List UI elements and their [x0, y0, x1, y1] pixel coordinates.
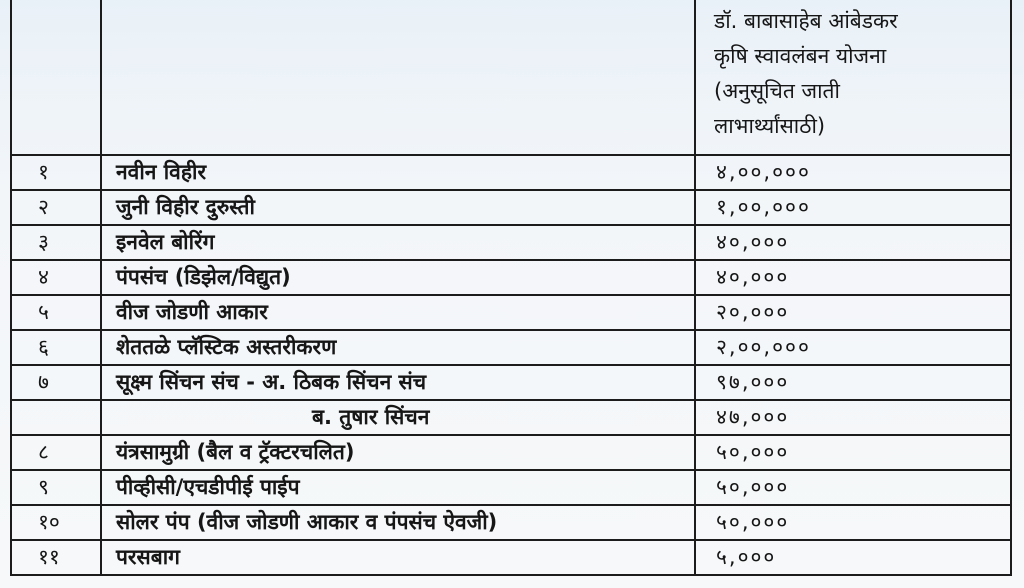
row-amount: ४०,००० [695, 225, 1011, 260]
row-number: ११ [11, 540, 101, 575]
row-amount: ५०,००० [695, 505, 1011, 540]
row-amount: ५०,००० [695, 470, 1011, 505]
row-item: नवीन विहीर [101, 155, 695, 190]
row-amount: ४०,००० [695, 260, 1011, 295]
row-item: यंत्रसामुग्री (बैल व ट्रॅक्टरचलित) [101, 435, 695, 470]
scheme-name-line-3: (अनुसूचित जाती [714, 79, 840, 103]
row-number: ९ [11, 470, 101, 505]
row-amount: २०,००० [695, 295, 1011, 330]
table-row [11, 365, 1011, 400]
scheme-name-line-2: कृषि स्वावलंबन योजना [714, 44, 887, 68]
row-amount: २,००,००० [695, 330, 1011, 365]
scheme-name-line-1: डॉ. बाबासाहेब आंबेडकर [714, 9, 898, 33]
table-row [11, 155, 1011, 190]
row-amount: १,००,००० [695, 190, 1011, 225]
header-scheme-cell [695, 0, 1011, 155]
row-item: शेततळे प्लॅस्टिक अस्तरीकरण [101, 330, 695, 365]
table-row [11, 540, 1011, 575]
row-number: ५ [11, 295, 101, 330]
table-row [11, 400, 1011, 435]
table-header-row [11, 0, 1011, 155]
table-row [11, 470, 1011, 505]
row-number: ८ [11, 435, 101, 470]
row-number: ७ [11, 365, 101, 400]
table-row [11, 225, 1011, 260]
row-amount: ९७,००० [695, 365, 1011, 400]
header-num-cell [11, 0, 101, 155]
row-number [11, 400, 101, 435]
row-number: १ [11, 155, 101, 190]
row-number: ४ [11, 260, 101, 295]
row-number: ३ [11, 225, 101, 260]
table-row [11, 260, 1011, 295]
table-row [11, 295, 1011, 330]
row-number: ६ [11, 330, 101, 365]
row-amount: ४७,००० [695, 400, 1011, 435]
row-amount: ५,००० [695, 540, 1011, 575]
row-item: परसबाग [101, 540, 695, 575]
row-item: पंपसंच (डिझेल/विद्युत) [101, 260, 695, 295]
row-item: वीज जोडणी आकार [101, 295, 695, 330]
scheme-benefit-table [10, 0, 1012, 576]
row-number: २ [11, 190, 101, 225]
table-row [11, 330, 1011, 365]
row-item: जुनी विहीर दुरुस्ती [101, 190, 695, 225]
table-row [11, 505, 1011, 540]
row-item: सोलर पंप (वीज जोडणी आकार व पंपसंच ऐवजी) [101, 505, 695, 540]
row-amount: ४,००,००० [695, 155, 1011, 190]
row-item: पीव्हीसी/एचडीपीई पाईप [101, 470, 695, 505]
scheme-name-line-4: लाभार्थ्यांसाठी) [714, 114, 826, 138]
table-row [11, 435, 1011, 470]
header-item-cell [101, 0, 695, 155]
row-amount: ५०,००० [695, 435, 1011, 470]
row-item: सूक्ष्म सिंचन संच - अ. ठिबक सिंचन संच [101, 365, 695, 400]
table-row [11, 190, 1011, 225]
row-item: इनवेल बोरिंग [101, 225, 695, 260]
row-number: १० [11, 505, 101, 540]
row-item: ब. तुषार सिंचन [101, 400, 695, 435]
